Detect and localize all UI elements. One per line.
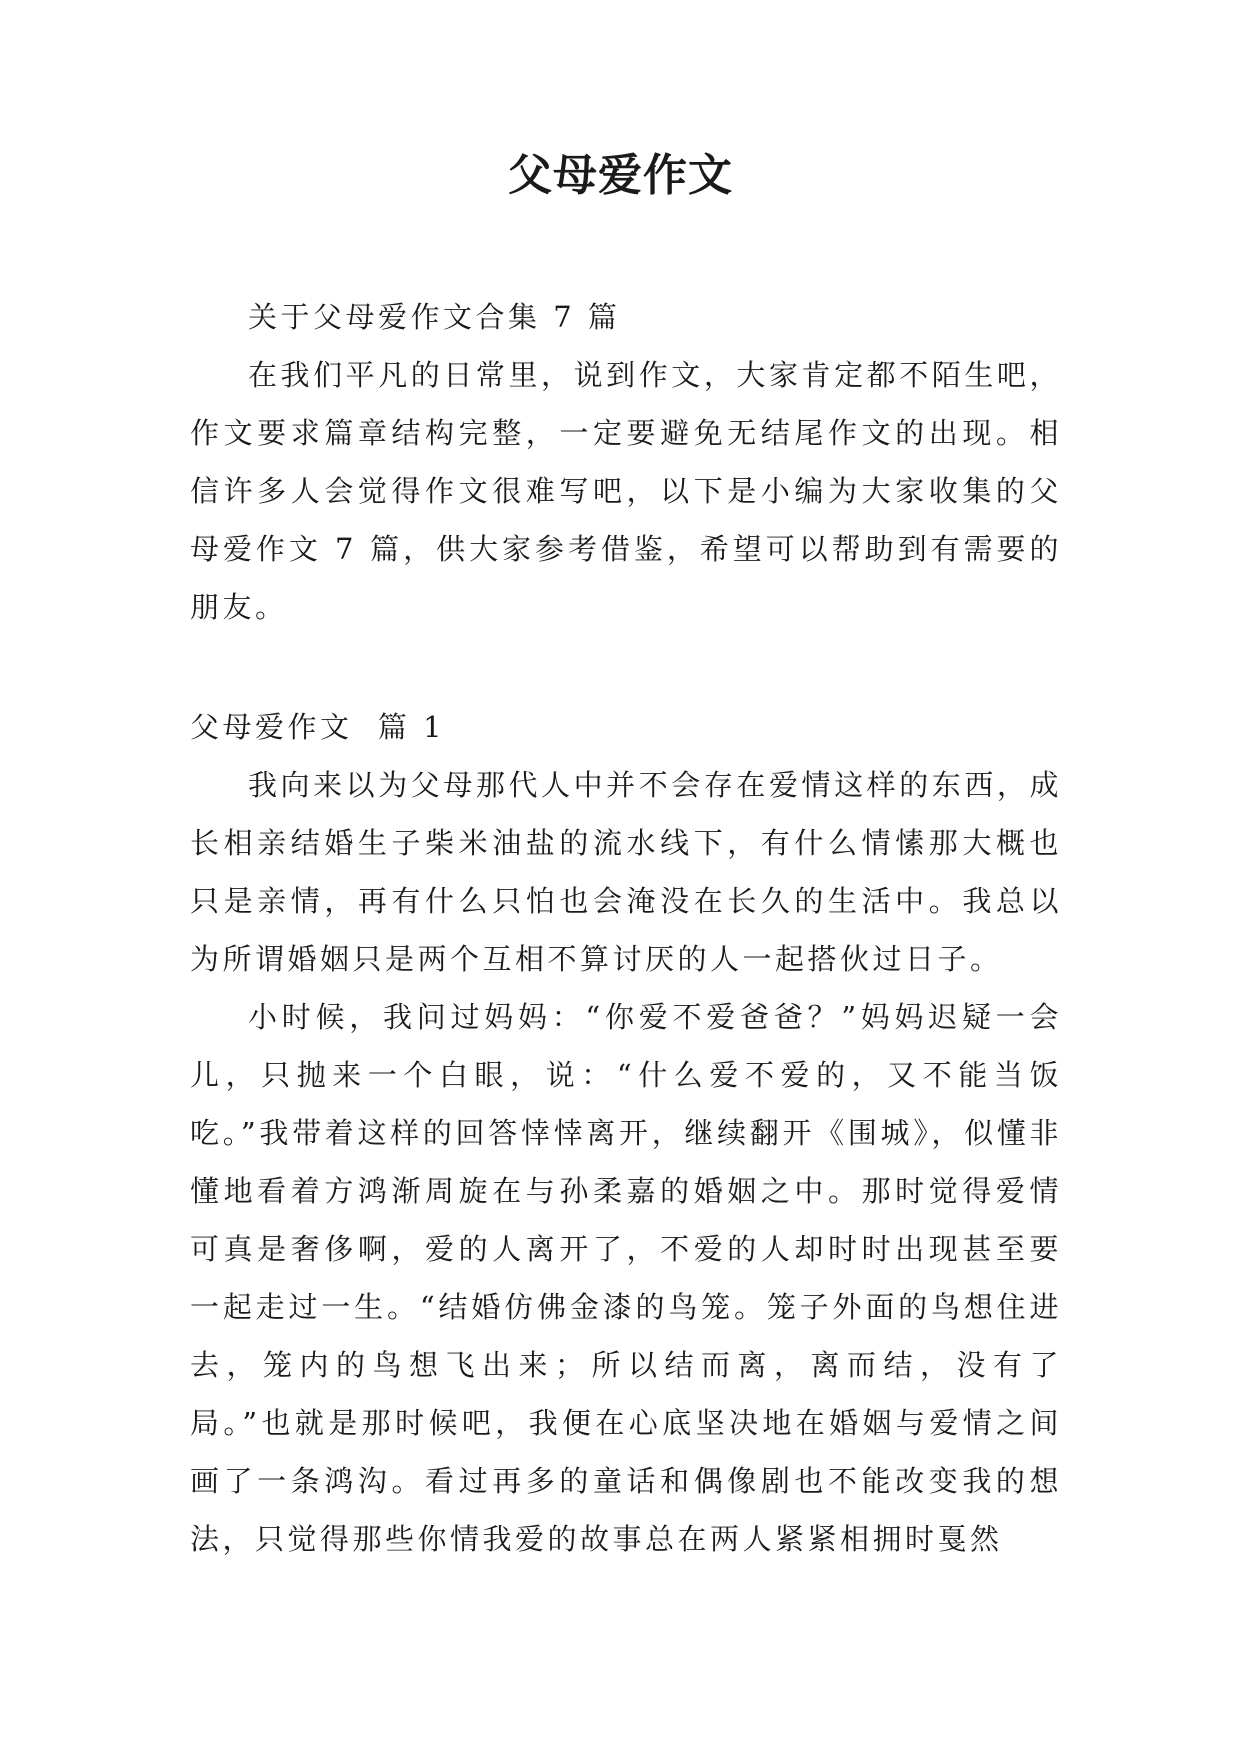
collection-subtitle: 关于父母爱作文合集 7 篇: [248, 300, 621, 334]
section-heading: 父母爱作文 篇 1: [190, 710, 446, 744]
body-paragraph: 我向来以为父母那代人中并不会存在爱情这样的东西，成长相亲结婚生子柴米油盐的流水线下，有什么情愫那大概也只是亲情，再有什么只怕也会淹没在长久的生活中。我总以为所谓婚姻只是两个互相不算讨厌的人一起搭伙过日子。: [190, 768, 1062, 976]
document-title: 父母爱作文: [508, 150, 733, 201]
intro-paragraph: 在我们平凡的日常里，说到作文，大家肯定都不陌生吧，作文要求篇章结构完整，一定要避免无结尾作文的出现。相信许多人会觉得作文很难写吧，以下是小编为大家收集的父母爱作文 7 篇，供大家参考借鉴，希望可以帮助到有需要的朋友。: [190, 358, 1062, 624]
section-body: [190, 756, 1062, 1568]
body-paragraph: 小时候，我问过妈妈：“你爱不爱爸爸？”妈妈迟疑一会儿，只抛来一个白眼，说：“什么爱不爱的，又不能当饭吃。”我带着这样的回答悻悻离开，继续翻开《围城》，似懂非懂地看着方鸿渐周旋在与孙柔嘉的婚姻之中。那时觉得爱情可真是奢侈啊，爱的人离开了，不爱的人却时时出现甚至要一起走过一生。“结婚仿佛金漆的鸟笼。笼子外面的鸟想住进去，笼内的鸟想飞出来；所以结而离，离而结，没有了局。”也就是那时候吧，我便在心底坚决地在婚姻与爱情之间画了一条鸿沟。看过再多的童话和偶像剧也不能改变我的想法，只觉得那些你情我爱的故事总在两人紧紧相拥时戛然: [190, 1000, 1062, 1556]
